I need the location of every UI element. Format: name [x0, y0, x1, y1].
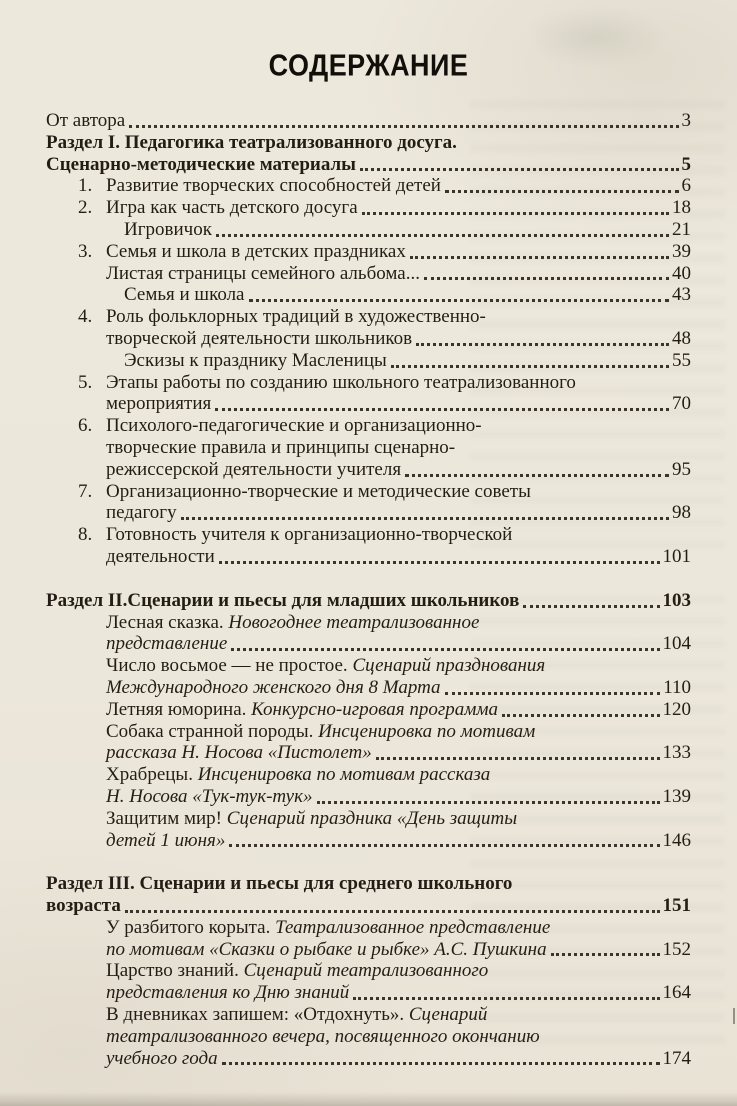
page-number: 6 [681, 175, 691, 197]
dot-leader [125, 910, 660, 913]
dot-leader [405, 474, 669, 477]
dot-leader [129, 125, 678, 128]
toc-line [46, 895, 691, 917]
page-title: СОДЕРЖАНИЕ [268, 49, 469, 83]
entry-text: Раздел II.Сценарии и пьесы для младших школьников [46, 589, 520, 611]
page-number: 152 [662, 938, 691, 960]
dot-leader [523, 605, 659, 608]
toc-line [106, 786, 691, 808]
entry-text: В дневниках запишем: «Отдохнуть». Сценарий [106, 1004, 488, 1026]
entry-text: рассказа Н. Носова «Пистолет» [106, 742, 372, 764]
entry-text: Готовность учителя к организационно-творческой [106, 524, 513, 546]
dot-leader [502, 714, 660, 717]
entry-text: Игра как часть детского досуга [106, 197, 358, 219]
entry-text: Игровичок [124, 218, 212, 240]
entry-text: представление [106, 633, 228, 655]
toc-line [106, 677, 691, 699]
entry-text: Сценарно-методические материалы [46, 153, 357, 175]
entry-text: режиссерской деятельности учителя [106, 458, 402, 480]
page-number: 48 [672, 327, 691, 349]
page-number: 110 [663, 676, 691, 698]
entry-text: Листая страницы семейного альбома... [106, 262, 420, 284]
dot-leader [445, 692, 661, 695]
toc-line [106, 393, 691, 415]
entry-text: творческие правила и принципы сценарно- [106, 436, 456, 458]
toc-line [106, 437, 691, 459]
toc-line [78, 197, 691, 219]
toc-line [78, 175, 691, 197]
toc-line [124, 350, 691, 372]
toc-line [106, 982, 691, 1004]
toc-line [124, 219, 691, 241]
scan-mark [733, 1008, 735, 1024]
entry-text: Защитим мир! Сценарий праздника «День защиты [106, 807, 518, 829]
page-number: 139 [662, 785, 691, 807]
entry-text: Психолого-педагогические и организационно- [106, 415, 482, 437]
dot-leader [362, 212, 669, 215]
page-number: 5 [681, 153, 691, 175]
entry-text: Н. Носова «Тук-тук-тук» [106, 785, 313, 807]
item-number: 4. [78, 306, 93, 328]
entry-text: Лесная сказка. Новогоднее театрализованное [106, 611, 480, 633]
dot-leader [231, 648, 659, 651]
toc-line [106, 764, 691, 786]
toc-line [46, 590, 691, 612]
toc-line [106, 502, 691, 524]
entry-text: Храбрецы. Инсценировка по мотивам рассказа [106, 764, 491, 786]
item-number: 3. [78, 240, 93, 262]
item-number: 8. [78, 524, 93, 546]
entry-text: возраста [46, 895, 121, 917]
toc-line [106, 830, 691, 852]
toc-line [106, 328, 691, 350]
toc-line [106, 721, 691, 743]
entry-text: Семья и школа [124, 284, 245, 306]
page-number: 151 [662, 895, 691, 917]
entry-text: детей 1 июня» [106, 829, 226, 851]
page-number: 164 [662, 982, 691, 1004]
toc-line [78, 306, 691, 328]
page-number: 104 [662, 633, 691, 655]
entry-text: Число восьмое — не простое. Сценарий празднования [106, 655, 546, 677]
toc-line [106, 612, 691, 634]
toc-line [106, 699, 691, 721]
dot-leader [416, 343, 669, 346]
entry-text: Организационно-творческие и методические советы [106, 480, 531, 502]
entry-text: Царство знаний. Сценарий театрализованного [106, 960, 489, 982]
entry-text: по мотивам «Сказки о рыбаке и рыбке» А.С. Пушкина [106, 938, 547, 960]
dot-leader [353, 997, 659, 1000]
page-number: 101 [662, 545, 691, 567]
entry-text: Раздел III. Сценарии и пьесы для среднего школьного [46, 873, 513, 895]
entry-text: Развитие творческих способностей детей [106, 175, 441, 197]
dot-leader [219, 561, 660, 564]
entry-text: Собака странной породы. Инсценировка по мотивам [106, 720, 536, 742]
page-number: 18 [672, 197, 691, 219]
dot-leader [376, 757, 660, 760]
dot-leader [424, 277, 669, 280]
entry-text: Этапы работы по созданию школьного театрализованного [106, 371, 576, 393]
toc-line [106, 742, 691, 764]
page-number: 43 [672, 284, 691, 306]
dot-leader [229, 844, 659, 847]
page-number: 103 [662, 589, 691, 611]
dot-leader [317, 801, 660, 804]
dot-leader [216, 234, 669, 237]
item-number: 1. [78, 175, 93, 197]
dot-leader [360, 168, 678, 171]
entry-text: От автора [46, 110, 126, 131]
toc-line [106, 939, 691, 961]
page-number: 21 [672, 218, 691, 240]
toc-line [106, 655, 691, 677]
entry-text: У разбитого корыта. Театрализованное представление [106, 916, 551, 938]
entry-text: Международного женского дня 8 Марта [106, 676, 441, 698]
toc-line [106, 1004, 691, 1026]
scan-edge-shadow [0, 0, 3, 1106]
page-number: 70 [672, 393, 691, 415]
toc-line [106, 808, 691, 830]
page-number: 146 [662, 829, 691, 851]
page-number: 3 [681, 110, 691, 131]
toc-line [106, 917, 691, 939]
toc-line [124, 284, 691, 306]
item-number: 6. [78, 415, 93, 437]
toc-line [78, 415, 691, 437]
toc-line [106, 263, 691, 285]
dot-leader [249, 299, 670, 302]
page-number: 39 [672, 240, 691, 262]
entry-text: представления ко Дню знаний [106, 982, 350, 1004]
entry-text: Раздел I. Педагогика театрализованного досуга. [46, 131, 457, 153]
toc-line [46, 154, 691, 176]
entry-text: Роль фольклорных традиций в художественно- [106, 306, 486, 328]
page-number: 98 [672, 502, 691, 524]
page-number: 133 [662, 742, 691, 764]
page-number: 40 [672, 262, 691, 284]
toc-line [46, 110, 691, 132]
toc-line [106, 633, 691, 655]
entry-text: педагогу [106, 502, 177, 524]
entry-text: Семья и школа в детских праздниках [106, 240, 406, 262]
toc [46, 110, 691, 1069]
toc-line [78, 241, 691, 263]
toc-line [78, 481, 691, 503]
dot-leader [181, 517, 669, 520]
dot-leader [222, 1062, 660, 1065]
page-number: 120 [662, 698, 691, 720]
dot-leader [445, 190, 679, 193]
dot-leader [391, 365, 669, 368]
toc-line [46, 873, 691, 895]
item-number: 5. [78, 371, 93, 393]
toc-line [78, 524, 691, 546]
dot-leader [551, 953, 660, 956]
toc-line [106, 1026, 691, 1048]
page-number: 95 [672, 458, 691, 480]
toc-line [106, 960, 691, 982]
toc-line [106, 546, 691, 568]
entry-text: театрализованного вечера, посвященного окончанию [106, 1025, 540, 1047]
entry-text: мероприятия [106, 393, 212, 415]
page-number: 174 [662, 1047, 691, 1069]
entry-text: Эскизы к празднику Масленицы [124, 349, 387, 371]
item-number: 7. [78, 480, 93, 502]
entry-text: Летняя юморина. Конкурсно-игровая программа [106, 698, 498, 720]
toc-line [78, 372, 691, 394]
dot-leader [410, 256, 669, 259]
entry-text: учебного года [106, 1047, 218, 1069]
item-number: 2. [78, 197, 93, 219]
entry-text: творческой деятельности школьников [106, 327, 413, 349]
dot-leader [215, 408, 669, 411]
toc-line [46, 132, 691, 154]
page-number: 55 [672, 349, 691, 371]
toc-line [106, 1048, 691, 1070]
entry-text: деятельности [106, 545, 215, 567]
toc-line [106, 459, 691, 481]
scan-bottom-shadow [0, 1092, 737, 1106]
